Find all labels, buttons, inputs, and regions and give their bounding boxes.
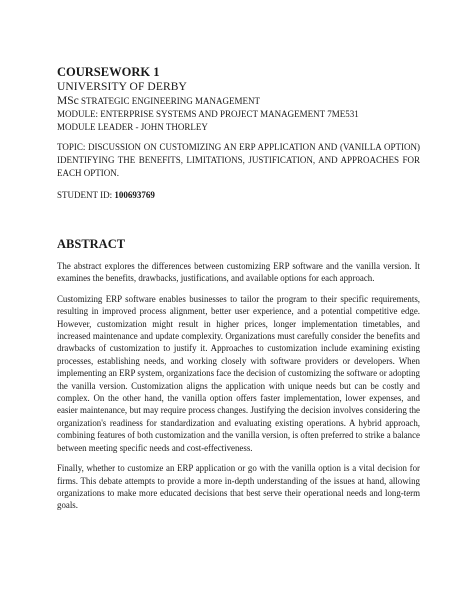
- topic-text: TOPIC: DISCUSSION ON CUSTOMIZING AN ERP APPLICATION AND (VANILLA OPTION) IDENTIFYING THE BENEFITS, LIMITATIONS, JUSTIFICATION, AND APPROACHES FOR EACH OPTION.: [57, 142, 420, 178]
- abstract-paragraph: The abstract explores the differences between customizing ERP software and the vanilla version. It examines the benefits, drawbacks, justifications, and available options for each approach.: [57, 261, 420, 284]
- programme-line: [57, 94, 420, 108]
- student-id-label: STUDENT ID:: [57, 190, 115, 200]
- document-content: [57, 64, 420, 512]
- student-id-line: [57, 189, 420, 202]
- module-line: MODULE: ENTERPRISE SYSTEMS AND PROJECT MANAGEMENT 7ME531: [57, 109, 359, 119]
- coursework-title: COURSEWORK 1: [57, 65, 160, 79]
- programme-prefix: MSc: [57, 95, 79, 107]
- module-leader-line: MODULE LEADER - JOHN THORLEY: [57, 121, 208, 132]
- university-name: UNIVERSITY OF DERBY: [57, 81, 187, 93]
- abstract-paragraph: Customizing ERP software enables businesses to tailor the program to their specific requirements, resulting in improved process alignment, better user experience, and a potential competitive edge. However, customization might result in higher prices, longer implementation timetables, and increased maintenance and update complexity. Organizations must carefully consider the benefits and drawbacks of customization to justify it. Approaches to customization include examining existing processes, establishing needs, and working closely with software providers or developers. When implementing an ERP system, organizations face the decision of customizing the software or adopting the vanilla version. Customization aligns the application with unique needs but can be costly and complex. On the other hand, the vanilla option offers faster implementation, lower expenses, and easier maintenance, but may require process changes. Justifying the decision involves considering the organization's readiness for standardization and evaluating existing operations. A hybrid approach, combining features of both customization and the vanilla version, is often preferred to strike a balance between meeting specific needs and cost-effectiveness.: [57, 293, 420, 453]
- programme-name: STRATEGIC ENGINEERING MANAGEMENT: [78, 96, 260, 106]
- student-id-value: 100693769: [114, 190, 155, 200]
- abstract-paragraph: Finally, whether to customize an ERP application or go with the vanilla option is a vital decision for firms. This debate attempts to provide a more in-depth understanding of the issues at hand, allowing organizations to make more educated decisions that best serve their operational needs and long-term goals.: [57, 463, 420, 511]
- abstract-heading: ABSTRACT: [57, 237, 126, 251]
